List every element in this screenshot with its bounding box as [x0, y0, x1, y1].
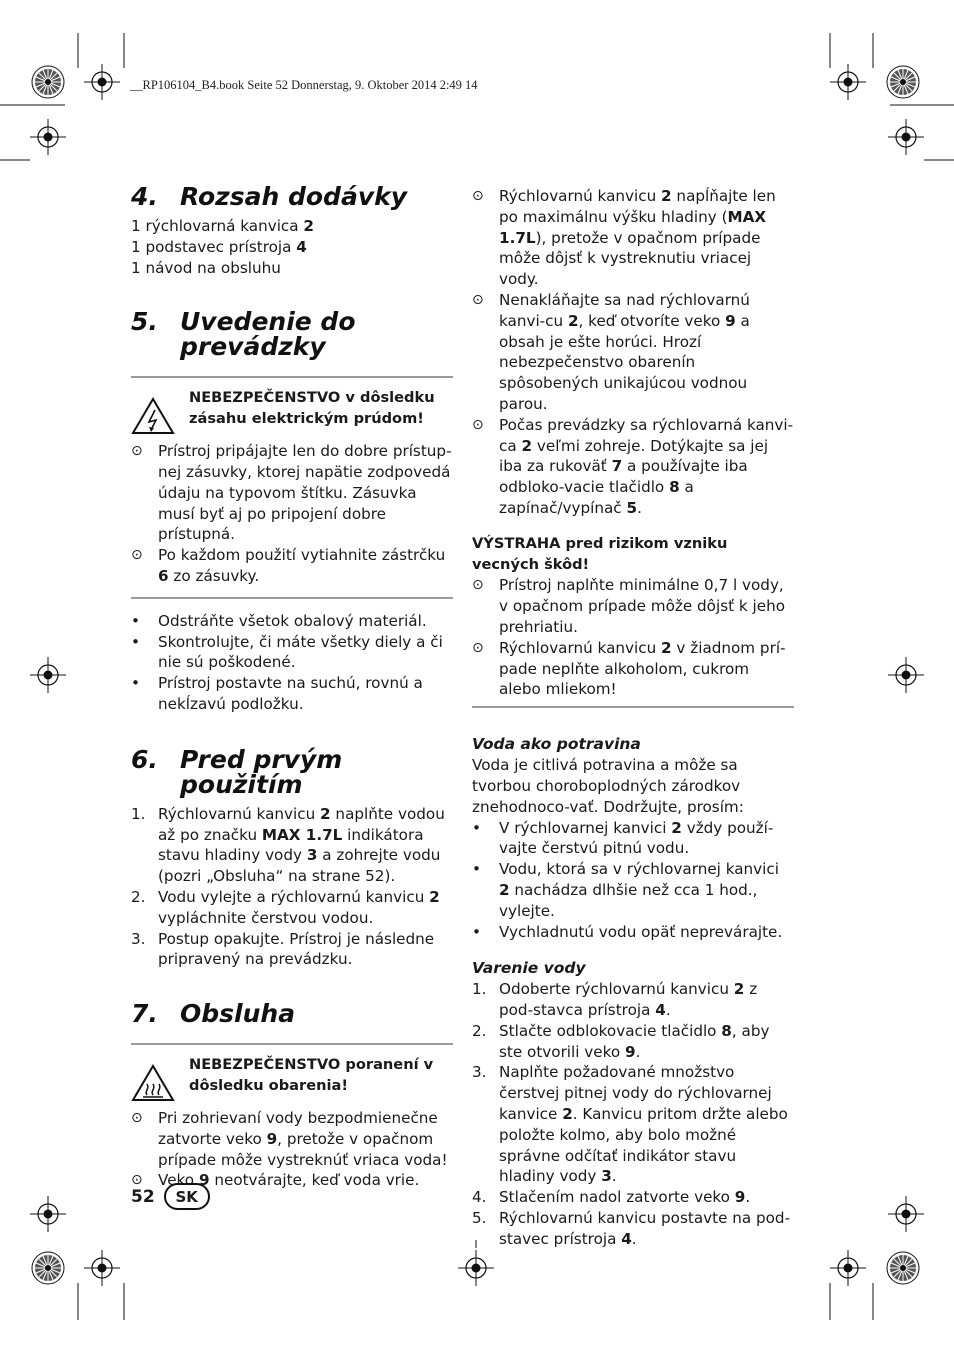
- section-title: Rozsah dodávky: [180, 182, 408, 211]
- delivery-list: [131, 216, 453, 278]
- print-header: __RP106104_B4.book Seite 52 Donnerstag, 9. Oktober 2014 2:49 14: [130, 78, 478, 92]
- circle-bullet-icon: ⊙: [131, 1109, 143, 1126]
- page-footer: [131, 1183, 210, 1210]
- list-item: 1. Odoberte rýchlovarnú kanvicu 2 z pod-stavca prístroja 4.: [472, 980, 758, 1020]
- circle-bullet-icon: ⊙: [472, 416, 484, 433]
- list-item: • Prístroj postavte na suchú, rovnú a nekĺzavú podložku.: [131, 674, 423, 713]
- hot-surface-warning-icon: [131, 1055, 189, 1108]
- section-number: 6.: [131, 744, 158, 774]
- warning-title: NEBEZPEČENSTVO v dôsledku zásahu elektrickým prúdom!: [189, 389, 435, 428]
- list-item: ⊙ Nenakláňajte sa nad rýchlovarnú kanvi-cu 2, keď otvoríte veko 9 a obsah je ešte horúci. Hrozí nebezpečenstvo obarenín spôsobených unikajúcou vodnou parou.: [472, 290, 750, 413]
- list-item: • Vychladnutú vodu opäť neprevárajte.: [472, 922, 783, 941]
- list-item: ⊙ Prístroj pripájajte len do dobre prístup-nej zásuvky, ktorej napätie zodpovedá údaju na typovom štítku. Zásuvka musí byť aj po pripojení dobre prístupná.: [131, 442, 452, 544]
- section-number: 4.: [131, 182, 158, 211]
- language-badge: SK: [164, 1183, 210, 1210]
- list-item: 3. Postup opakujte. Prístroj je následne pripravený na prevádzku.: [131, 929, 435, 969]
- list-item: ⊙ Pri zohrievaní vody bezpodmienečne zatvorte veko 9, pretože v opačnom prípade môže vystreknúť vriaca voda!: [131, 1108, 448, 1169]
- list-item: 1. Rýchlovarnú kanvicu 2 naplňte vodou až po značku MAX 1.7L indikátora stavu hladiny vody 3 a zohrejte vodu (pozri „Obsluha“ na strane 52).: [131, 804, 445, 886]
- paragraph: Voda je citlivá potravina a môže sa tvorbou choroboplodných zárodkov znehodnoco-vať. Dodržujte, prosím:: [472, 756, 744, 816]
- bullet-list: [131, 611, 453, 715]
- list-item: ⊙ Rýchlovarnú kanvicu 2 napĺňajte len po maximálnu výšku hladiny (MAX 1.7L), pretože v opačnom prípade môže dôjsť k vystreknutiu vriacej vody.: [472, 187, 776, 289]
- left-column: [131, 184, 453, 1191]
- bullet-list: [472, 818, 794, 943]
- warning-list: [131, 441, 453, 587]
- list-item: ⊙ Počas prevádzky sa rýchlovarná kanvi-ca 2 veľmi zohreje. Dotýkajte sa jej iba za rukoväť 7 a používajte iba odbloko-vacie tlačidlo 8 a zapínač/vypínač 5.: [472, 415, 794, 517]
- section-title: Uvedenie do prevádzky: [180, 307, 356, 362]
- list-item: 4. Stlačením nadol zatvorte veko 9.: [472, 1188, 751, 1207]
- circle-bullet-icon: ⊙: [472, 291, 484, 308]
- safety-list: [472, 186, 794, 519]
- list-item: ⊙ Prístroj naplňte minimálne 0,7 l vody, v opačnom prípade môže dôjsť k jeho prehriatiu.: [472, 576, 785, 636]
- list-item: ⊙ Po každom použití vytiahnite zástrčku 6 zo zásuvky.: [131, 546, 446, 585]
- delivery-item: 1 podstavec prístroja 4: [131, 237, 307, 256]
- subheading-water-food: Voda ako potravina: [472, 735, 641, 754]
- circle-bullet-icon: ⊙: [131, 547, 143, 564]
- delivery-item: 1 rýchlovarná kanvica 2: [131, 217, 314, 235]
- circle-bullet-icon: ⊙: [472, 188, 484, 204]
- list-item: • Odstráňte všetok obalový materiál.: [131, 611, 427, 630]
- circle-bullet-icon: ⊙: [131, 1172, 143, 1189]
- list-item: 2. Vodu vylejte a rýchlovarnú kanvicu 2 vypláchnite čerstvou vodou.: [131, 887, 440, 927]
- section-5-heading: [131, 307, 453, 362]
- steps-list: [472, 979, 794, 1249]
- circle-bullet-icon: ⊙: [472, 639, 484, 656]
- subheading-boiling-water: Varenie vody: [472, 959, 586, 978]
- list-item: 5. Rýchlovarnú kanvicu postavte na pod-stavec prístroja 4.: [472, 1209, 791, 1248]
- list-item: • Vodu, ktorá sa v rýchlovarnej kanvici 2 nachádza dlhšie než cca 1 hod., vylejte.: [472, 860, 779, 920]
- section-title: Pred prvým použitím: [180, 744, 343, 799]
- list-item: • Skontrolujte, či máte všetky diely a či nie sú poškodené.: [131, 632, 443, 672]
- warning-title: NEBEZPEČENSTVO poranení v dôsledku obarenia!: [189, 1056, 434, 1094]
- section-6-heading: [131, 744, 453, 799]
- warning-damage-title: VÝSTRAHA pred rizikom vzniku vecných škôd!: [472, 534, 728, 573]
- warning-scald: [131, 1055, 453, 1108]
- list-item: 3. Naplňte požadované množstvo čerstvej pitnej vody do rýchlovarnej kanvice 2. Kanvicu pritom držte alebo položte kolmo, aby bolo možné správne odčítať indikátor stavu hladiny vody 3.: [472, 1063, 788, 1186]
- warning-list: [472, 575, 794, 700]
- section-number: 5.: [131, 307, 158, 337]
- list-item: ⊙ Rýchlovarnú kanvicu 2 v žiadnom prí-pade neplňte alkoholom, cukrom alebo mliekom!: [472, 638, 786, 699]
- page-number: 52: [131, 1186, 155, 1207]
- warning-electric: [131, 388, 453, 441]
- list-item: ⊙ Veko 9 neotvárajte, keď voda vrie.: [131, 1171, 420, 1190]
- section-7-heading: [131, 999, 453, 1029]
- warning-list: [131, 1108, 453, 1191]
- circle-bullet-icon: ⊙: [472, 577, 484, 594]
- steps-list: [131, 804, 453, 970]
- delivery-item: 1 návod na obsluhu: [131, 258, 281, 277]
- right-column: [472, 186, 794, 1250]
- circle-bullet-icon: ⊙: [131, 443, 143, 460]
- section-4-heading: [131, 184, 453, 209]
- list-item: 2. Stlačte odblokovacie tlačidlo 8, aby ste otvorili veko 9.: [472, 1021, 770, 1061]
- section-number: 7.: [131, 999, 158, 1029]
- list-item: • V rýchlovarnej kanvici 2 vždy použí-vajte čerstvú pitnú vodu.: [472, 818, 774, 858]
- electric-warning-icon: [131, 388, 189, 441]
- section-title: Obsluha: [180, 999, 296, 1029]
